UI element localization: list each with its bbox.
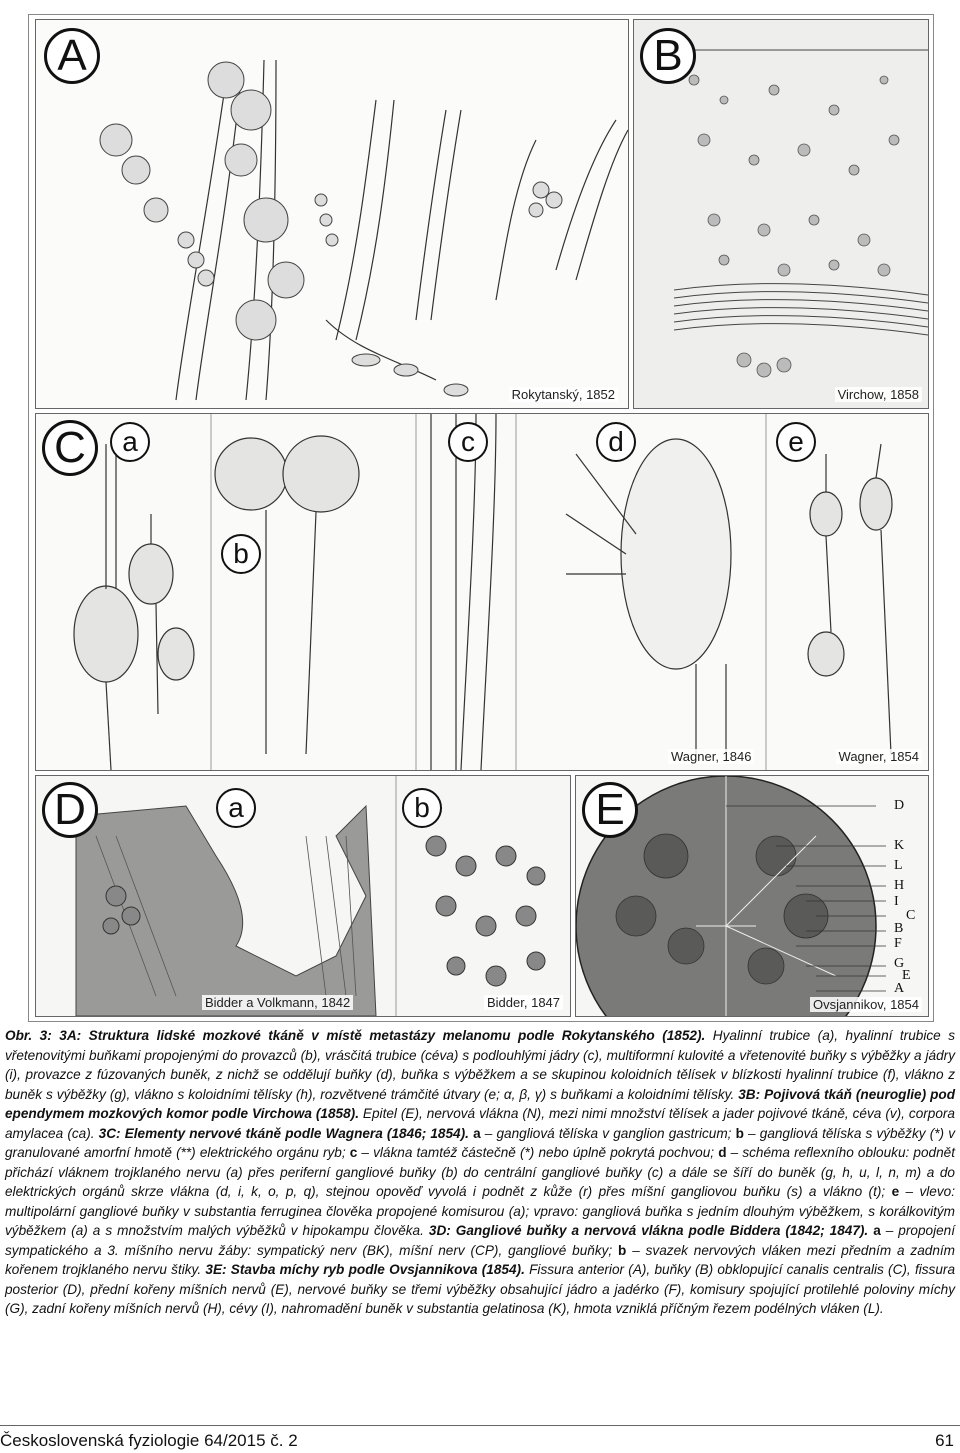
figure [28, 14, 934, 1022]
figure-caption [5, 1026, 955, 1319]
panel-b [633, 19, 929, 409]
panel-e-letter-3: H [894, 878, 905, 893]
panel-c-sub-b: b [221, 534, 261, 574]
caption-key-c: c [345, 1145, 358, 1160]
caption-key-d: d [714, 1145, 727, 1160]
panel-c-credit-2: Wagner, 1854 [836, 749, 922, 764]
panel-d-sub-b: b [402, 788, 442, 828]
panel-e-letter-1: K [894, 838, 905, 853]
panel-c-credit-1: Wagner, 1846 [668, 749, 754, 764]
caption-p3a: – gangliová tělíska v ganglion gastricum; [480, 1125, 732, 1141]
caption-p3b: – gangliová tělíska s výběžky (*) v granulované amorfní hmotě (**) elektrického orgánu ryb; [5, 1125, 955, 1160]
caption-h5: 3E: Stavba míchy ryb podle Ovsjannikova (1854). [201, 1262, 525, 1277]
panel-e-letter-5: C [906, 908, 916, 923]
panel-e [575, 775, 929, 1017]
panel-c-sub-e: e [776, 422, 816, 462]
panel-c [35, 413, 929, 771]
caption-p3e: – vlevo: multipolární gangliové buňky v substantia ferruginea člověka propojené komisurou (a); vpravo: gangliová buňka s jedním dlouhým výběžkem, s korálkovitým výběžkem (a) a s množstvím malých výběžků v hipokampu člověka. [5, 1184, 956, 1238]
panel-e-letter-9: E [902, 968, 911, 983]
panel-e-letter-10: A [894, 981, 905, 996]
footer-rule [0, 1425, 960, 1426]
caption-p4a: – propojení sympatického a 3. míšního nervu žáby: sympatický nerv (BK), míšní nerv (CP), gangliové buňky; [5, 1223, 955, 1258]
caption-p1: Hyalinní trubice (a), hyalinní trubice s vřetenovitými buňkami propojenými do provazců (b), vrásčitá trubice (céva) s podlouhlými jádry (c), multiformní kulovité a vřetenovité buňky s výběžky a jádry (i), provazce z fúzovaných buněk, z nichž se oddělují buňky (d), buňka s výběžkem a se skupinou koloidních tělísek v blízkosti hyalinní trubice (f), vlákno z buněk s výběžky (g), vlákno s koloidními tělísky (h), rozvětvené trámčité útvary (e; α, β, γ) s buňkami a koloidními tělísky. [5, 1028, 955, 1102]
caption-p4b: – svazek nervových vláken mezi předním a zadním kořenem trojklaného nervu štiky. [5, 1242, 955, 1277]
caption-lead: Obr. 3: 3A: Struktura lidské mozkové tkáně v místě metastázy melanomu podle Rokytanského (1852). [5, 1028, 706, 1043]
panel-d-drawing [36, 776, 570, 1016]
caption-p3c: – vlákna tamtéž částečně (*) nebo úplně pokrytá pochvou; [357, 1145, 715, 1160]
panel-e-letter-2: L [894, 858, 903, 873]
panel-b-label: B [640, 28, 696, 84]
panel-e-letter-4: I [894, 894, 899, 909]
caption-key-4b: b [612, 1242, 627, 1258]
panel-b-credit: Virchow, 1858 [835, 387, 922, 402]
panel-e-credit: Ovsjannikov, 1854 [810, 997, 922, 1012]
panel-d-credit-2: Bidder, 1847 [484, 995, 563, 1010]
caption-key-4a: a [868, 1223, 881, 1238]
journal-name: Československá fyziologie 64/2015 č. 2 [0, 1431, 298, 1450]
panel-e-letter-0: D [894, 798, 905, 813]
panel-c-sub-c: c [448, 422, 488, 462]
panel-c-sub-a: a [110, 422, 150, 462]
caption-p5: Fissura anterior (A), buňky (B) obklopující canalis centralis (C), fissura posterior (D), přední kořeny míšních nervů (E), nervové buňky se třemi výběžky obsahující jádro a jadérko (F), komisury spojující protilehlé poloviny míchy (G), zadní kořeny míšních nervů (H), cévy (I), nahromadění buněk v substantia gelatinosa (K), hmota vzniklá příčným řezem podélných vláken (L). [5, 1262, 956, 1316]
panel-a-credit: Rokytanský, 1852 [509, 387, 618, 402]
caption-key-a: a [468, 1125, 481, 1141]
caption-h3: 3C: Elementy nervové tkáně podle Wagnera (1846; 1854). [94, 1125, 469, 1141]
panel-d-credit-1: Bidder a Volkmann, 1842 [202, 995, 353, 1010]
panel-e-label: E [582, 782, 638, 838]
caption-p3d: – schéma reflexního oblouku: podnět přichází vláknem trojklaného nervu (a) přes periferní gangliové buňky (b) do centrální gangliové buňky (c) a dále se šíří do buněk (g, h, u, l, n, m) a do elektrických orgánů skrze vlákna (d, i, k, o, p, q), stejnou opověď vyvolá i podnět z kůže (r) přes míšní gangliovou buňku (s) a vlákno (t); [5, 1145, 955, 1199]
caption-p2: Epitel (E), nervová vlákna (N), mezi nimi množství tělísek a jader pojivové tkáně, céva (v), corpora amylacea (ca). [5, 1106, 955, 1141]
panel-e-letter-6: B [894, 921, 904, 936]
panel-c-sub-d: d [596, 422, 636, 462]
caption-key-b: b [731, 1125, 744, 1141]
panel-a-label: A [44, 28, 100, 84]
caption-key-e: e [885, 1184, 900, 1199]
panel-d-sub-a: a [216, 788, 256, 828]
panel-a-drawing [36, 20, 628, 408]
caption-h4: 3D: Gangliové buňky a nervová vlákna podle Biddera (1842; 1847). [423, 1223, 869, 1238]
panel-c-label: C [42, 420, 98, 476]
panel-d [35, 775, 571, 1017]
page-number: 61 [935, 1431, 954, 1450]
panel-c-drawing [36, 414, 928, 770]
caption-h2: 3B: Pojivová tkáň (neuroglie) pod ependymem mozkových komor podle Virchowa (1858). [5, 1086, 955, 1121]
panel-d-label: D [42, 782, 98, 838]
panel-e-letter-7: F [894, 936, 902, 951]
panel-e-letter-8: G [894, 956, 905, 971]
panel-a [35, 19, 629, 409]
